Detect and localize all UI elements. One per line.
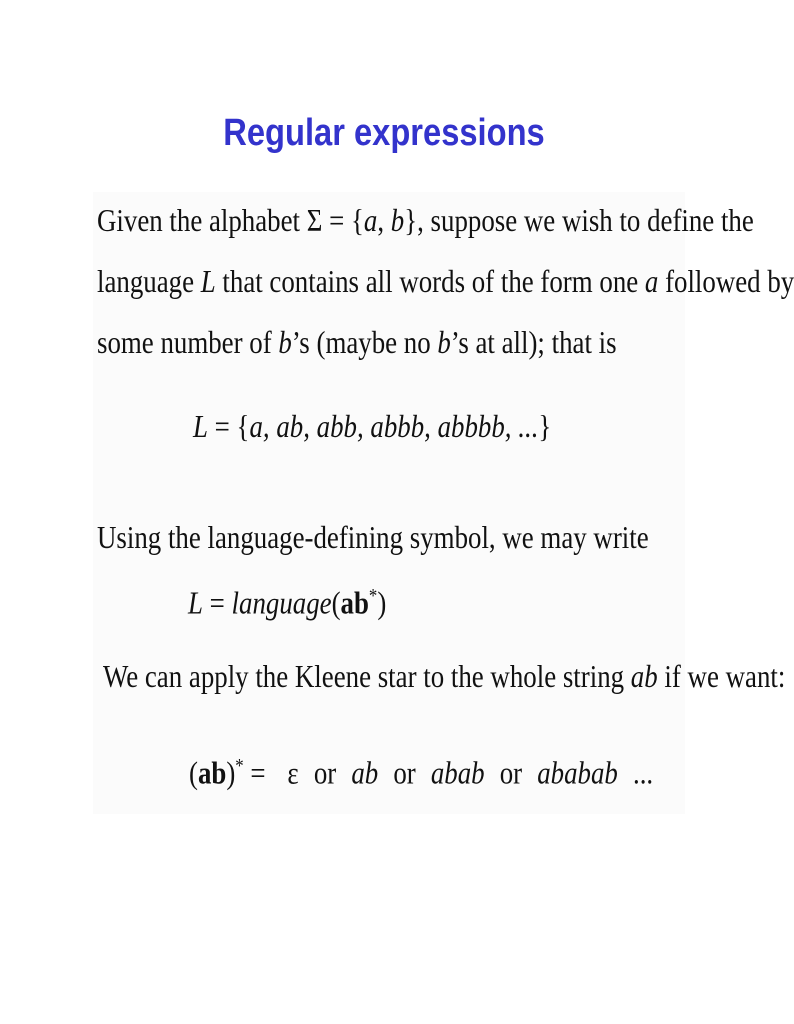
- ellipsis: ...: [632, 754, 654, 791]
- math-b: b: [437, 324, 451, 360]
- text-run: Given the alphabet: [97, 202, 307, 238]
- paragraph-language: [97, 265, 794, 297]
- kleene-star: *: [235, 755, 244, 777]
- equals-sign: =: [243, 754, 273, 791]
- equation-ab-star-expansion: [189, 756, 653, 789]
- term-abab: abab: [430, 754, 485, 791]
- math-L: L: [188, 584, 203, 621]
- equals-brace: = {: [207, 408, 250, 444]
- text-run: , suppose we wish to define the: [417, 202, 754, 238]
- language-function: language: [231, 584, 332, 621]
- math-b: b: [390, 202, 405, 238]
- text-run: followed by: [658, 263, 794, 299]
- equals-sign: =: [202, 584, 232, 621]
- text-run: }: [404, 202, 418, 238]
- or-word: or: [393, 754, 416, 791]
- math-L: L: [193, 408, 208, 444]
- text-run: ’s (maybe no: [291, 324, 438, 360]
- term-ababab: ababab: [537, 754, 618, 791]
- text-run: some number of: [97, 324, 279, 360]
- text-run: ,: [377, 202, 391, 238]
- slide-title: Regular expressions: [223, 112, 545, 154]
- epsilon-symbol: ε: [287, 754, 299, 791]
- open-paren: (: [331, 584, 341, 621]
- text-run: We can apply the Kleene star to the whole string: [103, 658, 631, 694]
- close-paren: ): [226, 754, 236, 791]
- text-run: if we want:: [657, 658, 786, 694]
- close-paren: ): [377, 584, 387, 621]
- text-run: language: [97, 263, 201, 299]
- bold-ab: ab: [197, 754, 227, 791]
- or-word: or: [313, 754, 337, 791]
- math-a: a: [363, 202, 378, 238]
- text-run: that contains all words of the form one: [215, 263, 645, 299]
- math-ab: ab: [630, 658, 658, 694]
- set-items: a, ab, abb, abbb, abbbb, ...: [249, 408, 539, 444]
- or-word: or: [499, 754, 523, 791]
- math-L: L: [200, 263, 216, 299]
- sigma-symbol: Σ = {: [306, 202, 364, 238]
- equation-language-ab-star: [188, 586, 386, 619]
- open-paren: (: [189, 754, 198, 791]
- paragraph-alphabet: [97, 204, 754, 236]
- paragraph-using-symbol: Using the language-defining symbol, we may write: [97, 519, 649, 555]
- equation-language-set: [193, 410, 551, 442]
- bold-ab: ab: [340, 584, 369, 621]
- kleene-star: *: [368, 585, 378, 607]
- paragraph-some-number: [97, 326, 617, 358]
- paragraph-kleene: [103, 660, 785, 692]
- math-a: a: [644, 263, 659, 299]
- math-b: b: [278, 324, 292, 360]
- text-run: ’s at all); that is: [450, 324, 617, 360]
- close-brace: }: [538, 408, 552, 444]
- term-ab: ab: [351, 754, 379, 791]
